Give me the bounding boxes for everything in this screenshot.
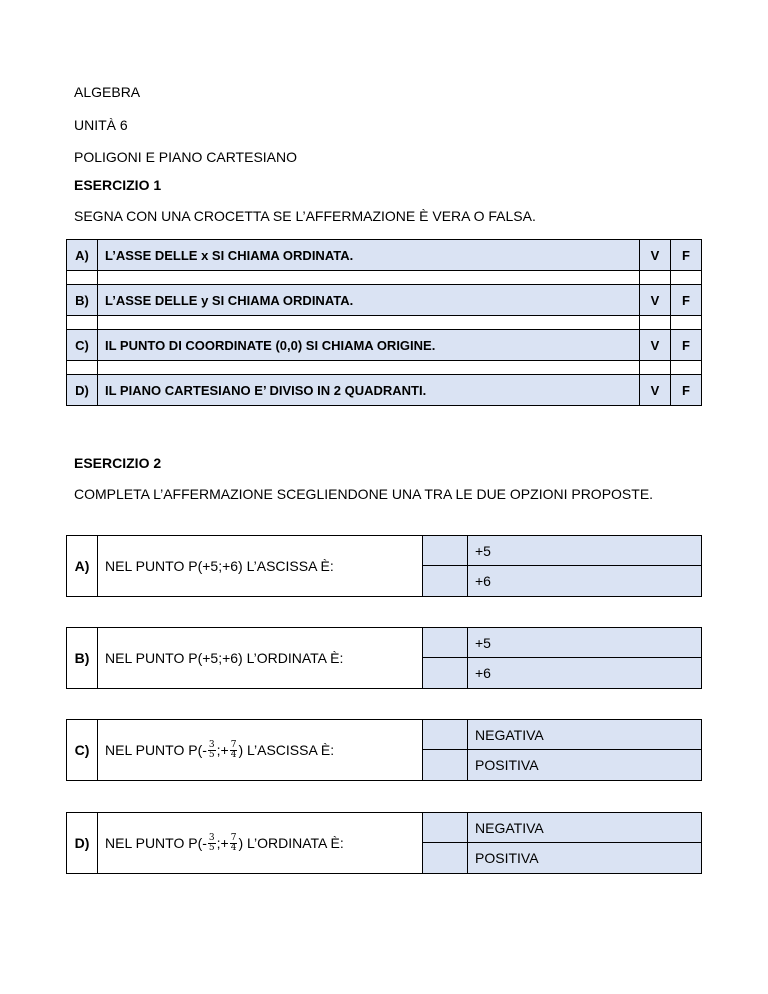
choice-block-a xyxy=(66,535,702,597)
option-checkbox[interactable] xyxy=(423,813,468,843)
fraction xyxy=(230,834,238,853)
statement-text: IL PIANO CARTESIANO E’ DIVISO IN 2 QUADRANTI. xyxy=(98,375,640,406)
fraction-denominator: 5 xyxy=(208,842,215,853)
option-row[interactable] xyxy=(423,628,701,658)
exercise2-instruction: COMPLETA L’AFFERMAZIONE SCEGLIENDONE UNA TRA LE DUE OPZIONI PROPOSTE. xyxy=(74,486,654,502)
option-checkbox[interactable] xyxy=(423,536,468,566)
spacer-row xyxy=(67,361,702,375)
option-checkbox[interactable] xyxy=(423,750,468,780)
spacer-row xyxy=(67,316,702,330)
exercise1-instruction: SEGNA CON UNA CROCETTA SE L’AFFERMAZIONE È VERA O FALSA. xyxy=(74,208,536,224)
option-checkbox[interactable] xyxy=(423,658,468,688)
option-row[interactable] xyxy=(423,720,701,750)
option-text: NEGATIVA xyxy=(475,727,544,743)
option-text: POSITIVA xyxy=(475,850,539,866)
option-row[interactable] xyxy=(423,536,701,566)
option-text: +5 xyxy=(475,543,491,559)
choice-block-b xyxy=(66,627,702,689)
exercise2-title: ESERCIZIO 2 xyxy=(74,455,162,471)
statement-cell xyxy=(66,719,423,781)
option-checkbox[interactable] xyxy=(423,628,468,658)
true-checkbox[interactable]: V xyxy=(640,240,671,271)
statement-text xyxy=(105,813,344,873)
options-cell xyxy=(422,535,702,597)
statement-text: NEL PUNTO P(+5;+6) L’ORDINATA È: xyxy=(105,650,344,666)
unit-heading: UNITÀ 6 xyxy=(74,117,128,133)
fraction xyxy=(208,741,216,760)
option-text: NEGATIVA xyxy=(475,820,544,836)
true-checkbox[interactable]: V xyxy=(640,330,671,361)
statement-text: NEL PUNTO P(+5;+6) L’ASCISSA È: xyxy=(105,558,334,574)
fraction-denominator: 5 xyxy=(208,749,215,760)
statement-text: IL PUNTO DI COORDINATE (0,0) SI CHIAMA ORIGINE. xyxy=(98,330,640,361)
statement-suffix: ) L’ORDINATA È: xyxy=(238,835,344,851)
choice-block-c xyxy=(66,719,702,781)
item-label: B) xyxy=(67,628,98,688)
option-row[interactable] xyxy=(423,750,701,780)
false-checkbox[interactable]: F xyxy=(671,330,702,361)
false-checkbox[interactable]: F xyxy=(671,375,702,406)
option-row[interactable] xyxy=(423,658,701,688)
fraction xyxy=(230,741,238,760)
statement-suffix: ) L’ASCISSA È: xyxy=(238,742,335,758)
subject-heading: ALGEBRA xyxy=(74,84,141,100)
true-false-table xyxy=(66,239,702,406)
option-checkbox[interactable] xyxy=(423,720,468,750)
topic-heading: POLIGONI E PIANO CARTESIANO xyxy=(74,149,298,165)
spacer-row xyxy=(67,271,702,285)
fraction-denominator: 4 xyxy=(230,749,237,760)
false-checkbox[interactable]: F xyxy=(671,285,702,316)
statement-prefix: NEL PUNTO P(- xyxy=(105,835,207,851)
statement-middle: ;+ xyxy=(216,835,229,851)
statement-cell xyxy=(66,535,423,597)
fraction xyxy=(208,834,216,853)
false-checkbox[interactable]: F xyxy=(671,240,702,271)
option-row[interactable] xyxy=(423,566,701,596)
statement-cell xyxy=(66,812,423,874)
table-row xyxy=(67,240,702,271)
exercise1-title: ESERCIZIO 1 xyxy=(74,177,162,193)
statement-text xyxy=(105,720,334,780)
option-text: POSITIVA xyxy=(475,757,539,773)
item-label: C) xyxy=(67,330,98,361)
options-cell xyxy=(422,627,702,689)
fraction-numerator: 7 xyxy=(230,739,237,750)
choice-block-d xyxy=(66,812,702,874)
fraction-numerator: 3 xyxy=(208,739,215,750)
options-cell xyxy=(422,812,702,874)
table-row xyxy=(67,375,702,406)
item-label: B) xyxy=(67,285,98,316)
statement-text: L’ASSE DELLE y SI CHIAMA ORDINATA. xyxy=(98,285,640,316)
statement-middle: ;+ xyxy=(216,742,229,758)
option-text: +5 xyxy=(475,635,491,651)
fraction-numerator: 7 xyxy=(230,832,237,843)
option-text: +6 xyxy=(475,573,491,589)
item-label: A) xyxy=(67,536,98,596)
option-row[interactable] xyxy=(423,813,701,843)
options-cell xyxy=(422,719,702,781)
fraction-denominator: 4 xyxy=(230,842,237,853)
fraction-numerator: 3 xyxy=(208,832,215,843)
true-checkbox[interactable]: V xyxy=(640,285,671,316)
table-row xyxy=(67,285,702,316)
option-checkbox[interactable] xyxy=(423,566,468,596)
true-checkbox[interactable]: V xyxy=(640,375,671,406)
item-label: D) xyxy=(67,375,98,406)
item-label: A) xyxy=(67,240,98,271)
item-label: D) xyxy=(67,813,98,873)
option-row[interactable] xyxy=(423,843,701,873)
table-row xyxy=(67,330,702,361)
option-text: +6 xyxy=(475,665,491,681)
option-checkbox[interactable] xyxy=(423,843,468,873)
item-label: C) xyxy=(67,720,98,780)
statement-prefix: NEL PUNTO P(- xyxy=(105,742,207,758)
statement-cell xyxy=(66,627,423,689)
statement-text: L’ASSE DELLE x SI CHIAMA ORDINATA. xyxy=(98,240,640,271)
